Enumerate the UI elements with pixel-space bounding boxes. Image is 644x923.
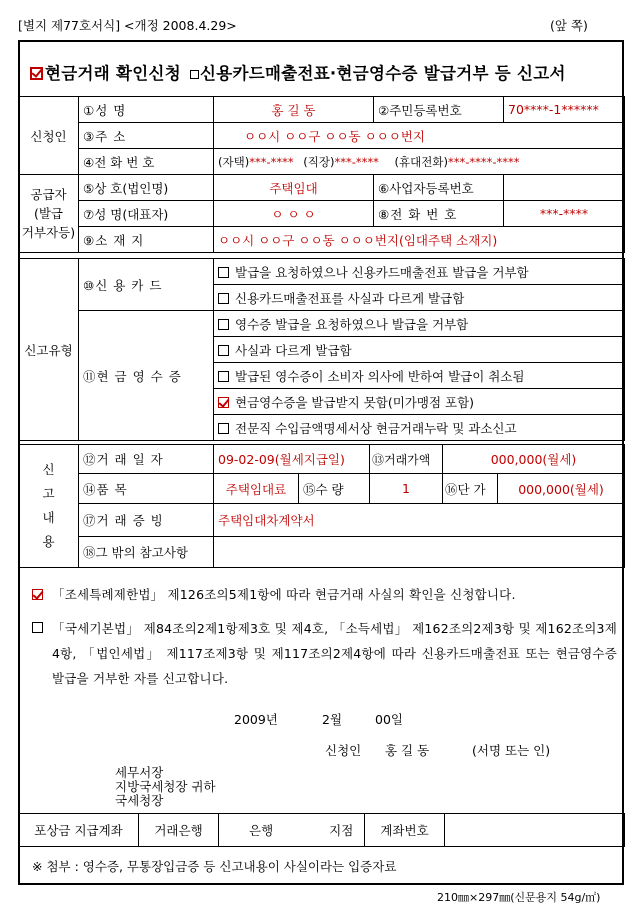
cr-option-label: 사실과 다르게 발급함 [235,342,352,358]
date-value[interactable]: 09-02-09(월세지급일) [214,445,370,474]
checkbox-icon[interactable] [218,397,229,408]
reward-account-table [18,813,625,847]
supplier-label-3: 거부자등) [21,225,76,240]
table-row [19,311,625,337]
cr-option-0[interactable] [214,311,625,337]
sign-note: (서명 또는 인) [472,743,551,758]
report-type-section-label: 신고유형 [19,259,79,441]
unit-price-value[interactable]: 000,000(월세) [498,474,625,504]
title-part2: 신용카드매출전표·현금영수증 발급거부 등 신고서 [200,64,566,83]
applicant-sign-label: 신청인 [325,743,362,758]
title-part1: 현금거래 확인신청 [45,64,181,83]
name-label: ①성 명 [79,97,214,123]
amount-label: ⑬거래가액 [370,445,443,474]
applicant-supplier-table [18,96,625,253]
title-check-icon [30,67,43,80]
bizno-value[interactable] [504,175,625,201]
item-label: ⑭품 목 [79,474,214,504]
credit-card-label: ⑩신 용 카 드 [79,259,214,311]
rrn-label: ②주민등록번호 [374,97,504,123]
reward-label: 포상금 지급계좌 [19,814,139,847]
table-row [19,814,625,847]
report-content-section-label [19,445,79,568]
page-side: (앞 쪽) [550,18,588,33]
bank-branch-field[interactable] [219,814,365,847]
bizno-label: ⑥사업자등록번호 [374,175,504,201]
table-row [19,259,625,285]
form-title [30,60,566,84]
evidence-value[interactable]: 주택임대차계약서 [214,504,625,537]
other-value[interactable] [214,537,625,568]
table-row [19,149,625,175]
supplier-label-1: 공급자 [30,187,67,202]
table-row [19,504,625,537]
applicant-sign-name[interactable]: 홍 길 동 [385,743,430,758]
recipient-2: 지방국세청장 귀하 [115,779,216,794]
rep-name-value[interactable]: ㅇ ㅇ ㅇ [214,201,374,227]
cc-option-1[interactable] [214,285,625,311]
phone-values[interactable] [214,149,625,175]
cr-option-1[interactable] [214,337,625,363]
phone-home: (자택)***-**** [218,154,294,169]
checkbox-icon[interactable] [218,345,229,356]
rep-name-label: ⑦성 명(대표자) [79,201,214,227]
bank-unit: 은행 [249,823,274,838]
report-type-table [18,258,625,441]
table-row [19,227,625,253]
table-row [19,445,625,474]
section-char: 내 [42,510,55,525]
sign-year[interactable]: 2009년 [234,712,278,727]
table-row [19,474,625,504]
phone-mobile: (휴대전화)***-****-**** [394,154,520,169]
cr-option-label: 발급된 영수증이 소비자 의사에 반하여 발급이 취소됨 [235,368,525,384]
checkbox-icon[interactable] [218,267,229,278]
report-declaration [32,616,617,690]
cr-option-label: 전문직 수입금액명세서상 현금거래누락 및 과소신고 [235,420,517,436]
cc-option-0[interactable] [214,259,625,285]
sign-day[interactable]: 00일 [375,712,403,727]
phone-work: (직장)***-**** [303,154,379,169]
trade-name-label: ⑤상 호(법인명) [79,175,214,201]
attachment-note: ※ 첨부 : 영수증, 무통장입금증 등 신고내용이 사실이라는 입증자료 [32,859,397,874]
applicant-section-label: 신청인 [19,97,79,175]
cr-option-label: 영수증 발급을 요청하였으나 발급을 거부함 [235,316,469,332]
other-label: ⑱그 밖의 참고사항 [79,537,214,568]
section-char: 용 [42,534,55,549]
supplier-label-2: (발급 [33,206,64,221]
item-value[interactable]: 주택임대료 [214,474,299,504]
checkbox-icon[interactable] [32,622,43,633]
rrn-value[interactable]: 70****-1****** [504,97,625,123]
checkbox-icon[interactable] [32,589,43,600]
evidence-label: ⑰거 래 증 빙 [79,504,214,537]
address-label: ③주 소 [79,123,214,149]
table-row [19,123,625,149]
checkbox-icon[interactable] [218,293,229,304]
trade-name-value[interactable]: 주택임대 [214,175,374,201]
unit-price-label: ⑯단 가 [443,474,498,504]
bank-label: 거래은행 [139,814,219,847]
account-value[interactable] [445,814,625,847]
confirm-declaration [32,583,617,609]
form-number: [별지 제77호서식] <개정 2008.4.29> [18,18,237,33]
supplier-phone-label: ⑧전 화 번 호 [374,201,504,227]
address-value[interactable]: ㅇㅇ시 ㅇㅇ구 ㅇㅇ동 ㅇㅇㅇ번지 [214,123,625,149]
name-value[interactable]: 홍 길 동 [214,97,374,123]
cash-receipt-label: ⑪현 금 영 수 증 [79,311,214,441]
cr-option-label: 현금영수증을 발급받지 못함(미가맹점 포함) [235,394,475,410]
recipient-1: 세무서장 [115,765,164,780]
table-row [19,537,625,568]
checkbox-icon[interactable] [218,371,229,382]
qty-value[interactable]: 1 [370,474,443,504]
title-box-icon [190,70,199,79]
report-content-table [18,444,625,568]
cc-option-label: 발급을 요청하였으나 신용카드매출전표 발급을 거부함 [235,264,529,280]
checkbox-icon[interactable] [218,319,229,330]
location-value[interactable]: ㅇㅇ시 ㅇㅇ구 ㅇㅇ동 ㅇㅇㅇ번지(임대주택 소재지) [214,227,625,253]
table-row [19,175,625,201]
section-char: 신 [42,462,55,477]
amount-value[interactable]: 000,000(월세) [443,445,625,474]
supplier-phone-value[interactable]: ***-**** [504,201,625,227]
recipient-3: 국세청장 [115,793,164,808]
sign-month[interactable]: 2월 [322,712,343,727]
report-text: 「국세기본법」 제84조의2제1항제3호 및 제4호, 「소득세법」 제162조의2제3항 및 제162조의3제4항, 「법인세법」 제117조제3항 및 제117조의2제4항에 따라 신용카드매출전표 또는 현금영수증 발급을 거부한 자를 신고합니다. [52,621,617,686]
qty-label: ⑮수 량 [299,474,370,504]
phone-label: ④전 화 번 호 [79,149,214,175]
cr-option-3[interactable] [214,389,625,415]
table-row [19,97,625,123]
supplier-section-label [19,175,79,253]
location-label: ⑨소 재 지 [79,227,214,253]
account-label: 계좌번호 [365,814,445,847]
cc-option-label: 신용카드매출전표를 사실과 다르게 발급함 [235,290,465,306]
branch-unit: 지점 [329,823,354,838]
paper-size-note: 210㎜×297㎜(신문용지 54g/㎡) [437,891,601,904]
checkbox-icon[interactable] [218,423,229,434]
confirm-text: 「조세특례제한법」 제126조의5제1항에 따라 현금거래 사실의 확인을 신청합니다. [52,587,516,602]
cr-option-2[interactable] [214,363,625,389]
table-row [19,201,625,227]
section-char: 고 [42,486,55,501]
cr-option-4[interactable] [214,415,625,441]
date-label: ⑫거 래 일 자 [79,445,214,474]
